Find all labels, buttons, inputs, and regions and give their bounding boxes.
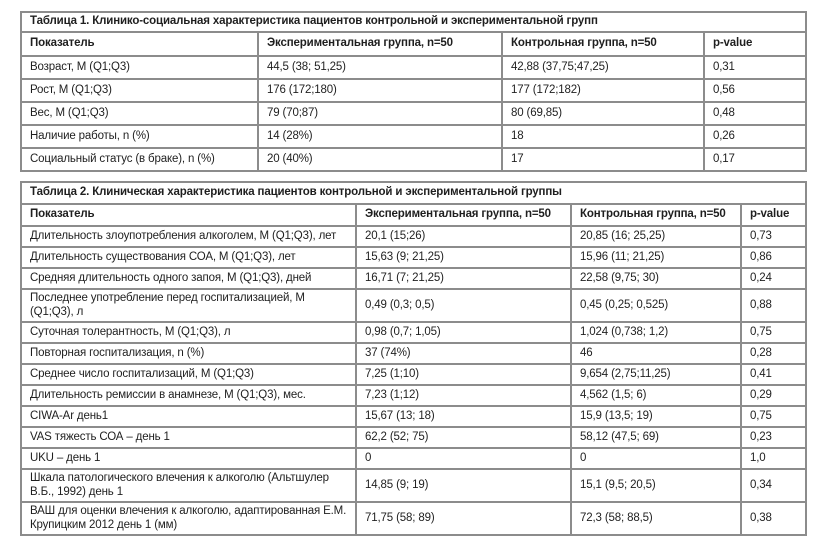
control-group-value-cell: 46 (571, 343, 741, 364)
column-header-1: Экспериментальная группа, n=50 (356, 204, 571, 226)
table-row (21, 448, 806, 469)
experimental-group-value-cell: 37 (74%) (356, 343, 571, 364)
p-value-cell: 0,24 (741, 268, 806, 289)
p-value-cell: 0,48 (704, 102, 806, 125)
experimental-group-value-cell: 7,25 (1;10) (356, 364, 571, 385)
table-row (21, 289, 806, 322)
table-row (21, 385, 806, 406)
table-row (21, 406, 806, 427)
p-value-cell: 0,23 (741, 427, 806, 448)
table-row (21, 148, 806, 171)
column-header-0: Показатель (21, 204, 356, 226)
table-row (21, 125, 806, 148)
table-row (21, 469, 806, 502)
control-group-value-cell: 17 (502, 148, 704, 171)
experimental-group-value-cell: 176 (172;180) (258, 79, 502, 102)
control-group-value-cell: 20,85 (16; 25,25) (571, 226, 741, 247)
p-value-cell: 0,28 (741, 343, 806, 364)
experimental-group-value-cell: 79 (70;87) (258, 102, 502, 125)
row-label-cell: Возраст, М (Q1;Q3) (21, 56, 258, 79)
row-label-cell: Социальный статус (в браке), n (%) (21, 148, 258, 171)
row-label-cell: Вес, М (Q1;Q3) (21, 102, 258, 125)
table-row (21, 226, 806, 247)
table-title-row (21, 12, 806, 32)
experimental-group-value-cell: 62,2 (52; 75) (356, 427, 571, 448)
control-group-value-cell: 0,45 (0,25; 0,525) (571, 289, 741, 322)
table-row (21, 268, 806, 289)
column-header-3: p-value (741, 204, 806, 226)
experimental-group-value-cell: 15,63 (9; 21,25) (356, 247, 571, 268)
control-group-value-cell: 15,9 (13,5; 19) (571, 406, 741, 427)
p-value-cell: 0,38 (741, 502, 806, 535)
control-group-value-cell: 177 (172;182) (502, 79, 704, 102)
p-value-cell: 0,86 (741, 247, 806, 268)
table-row (21, 79, 806, 102)
table-row (21, 102, 806, 125)
table-row (21, 343, 806, 364)
experimental-group-value-cell: 7,23 (1;12) (356, 385, 571, 406)
p-value-cell: 0,29 (741, 385, 806, 406)
p-value-cell: 0,17 (704, 148, 806, 171)
p-value-cell: 0,73 (741, 226, 806, 247)
column-header-1: Экспериментальная группа, n=50 (258, 32, 502, 56)
p-value-cell: 0,26 (704, 125, 806, 148)
table-row (21, 247, 806, 268)
experimental-group-value-cell: 14 (28%) (258, 125, 502, 148)
p-value-cell: 0,75 (741, 322, 806, 343)
p-value-cell: 0,34 (741, 469, 806, 502)
control-group-value-cell: 42,88 (37,75;47,25) (502, 56, 704, 79)
control-group-value-cell: 1,024 (0,738; 1,2) (571, 322, 741, 343)
control-group-value-cell: 15,96 (11; 21,25) (571, 247, 741, 268)
experimental-group-value-cell: 16,71 (7; 21,25) (356, 268, 571, 289)
table-row (21, 56, 806, 79)
experimental-group-value-cell: 20,1 (15;26) (356, 226, 571, 247)
experimental-group-value-cell: 44,5 (38; 51,25) (258, 56, 502, 79)
column-header-row (21, 32, 806, 56)
p-value-cell: 0,88 (741, 289, 806, 322)
row-label-cell: Среднее число госпитализаций, М (Q1;Q3) (21, 364, 356, 385)
experimental-group-value-cell: 0 (356, 448, 571, 469)
column-header-3: p-value (704, 32, 806, 56)
control-group-value-cell: 80 (69,85) (502, 102, 704, 125)
p-value-cell: 0,56 (704, 79, 806, 102)
row-label-cell: Рост, М (Q1;Q3) (21, 79, 258, 102)
table-title: Таблица 1. Клинико-социальная характеристика пациентов контрольной и экспериментальной групп (21, 12, 806, 32)
control-group-value-cell: 4,562 (1,5; 6) (571, 385, 741, 406)
table-title: Таблица 2. Клиническая характеристика пациентов контрольной и экспериментальной группы (21, 182, 806, 204)
table-1-clinical-social-characteristics (20, 11, 807, 172)
control-group-value-cell: 0 (571, 448, 741, 469)
p-value-cell: 0,75 (741, 406, 806, 427)
experimental-group-value-cell: 20 (40%) (258, 148, 502, 171)
column-header-2: Контрольная группа, n=50 (571, 204, 741, 226)
experimental-group-value-cell: 15,67 (13; 18) (356, 406, 571, 427)
experimental-group-value-cell: 71,75 (58; 89) (356, 502, 571, 535)
control-group-value-cell: 18 (502, 125, 704, 148)
row-label-cell: Наличие работы, n (%) (21, 125, 258, 148)
experimental-group-value-cell: 0,98 (0,7; 1,05) (356, 322, 571, 343)
table-row (21, 427, 806, 448)
control-group-value-cell: 9,654 (2,75;11,25) (571, 364, 741, 385)
p-value-cell: 1,0 (741, 448, 806, 469)
p-value-cell: 0,41 (741, 364, 806, 385)
row-label-cell: Последнее употребление перед госпитализацией, М (Q1;Q3), л (21, 289, 356, 322)
table-2-clinical-characteristics (20, 181, 807, 536)
row-label-cell: Длительность ремиссии в анамнезе, М (Q1;Q3), мес. (21, 385, 356, 406)
table-row (21, 502, 806, 535)
column-header-2: Контрольная группа, n=50 (502, 32, 704, 56)
control-group-value-cell: 15,1 (9,5; 20,5) (571, 469, 741, 502)
row-label-cell: Суточная толерантность, М (Q1;Q3), л (21, 322, 356, 343)
experimental-group-value-cell: 0,49 (0,3; 0,5) (356, 289, 571, 322)
table-title-row (21, 182, 806, 204)
row-label-cell: Длительность существования СОА, М (Q1;Q3), лет (21, 247, 356, 268)
row-label-cell: CIWA-Ar день1 (21, 406, 356, 427)
control-group-value-cell: 58,12 (47,5; 69) (571, 427, 741, 448)
p-value-cell: 0,31 (704, 56, 806, 79)
table-row (21, 322, 806, 343)
control-group-value-cell: 72,3 (58; 88,5) (571, 502, 741, 535)
row-label-cell: Длительность злоупотребления алкоголем, М (Q1;Q3), лет (21, 226, 356, 247)
row-label-cell: VAS тяжесть СОА – день 1 (21, 427, 356, 448)
column-header-row (21, 204, 806, 226)
table-row (21, 364, 806, 385)
row-label-cell: Шкала патологического влечения к алкоголю (Альтшулер В.Б., 1992) день 1 (21, 469, 356, 502)
row-label-cell: UKU – день 1 (21, 448, 356, 469)
row-label-cell: ВАШ для оценки влечения к алкоголю, адаптированная Е.М. Крупицким 2012 день 1 (мм) (21, 502, 356, 535)
column-header-0: Показатель (21, 32, 258, 56)
row-label-cell: Повторная госпитализация, n (%) (21, 343, 356, 364)
row-label-cell: Средняя длительность одного запоя, М (Q1;Q3), дней (21, 268, 356, 289)
experimental-group-value-cell: 14,85 (9; 19) (356, 469, 571, 502)
control-group-value-cell: 22,58 (9,75; 30) (571, 268, 741, 289)
